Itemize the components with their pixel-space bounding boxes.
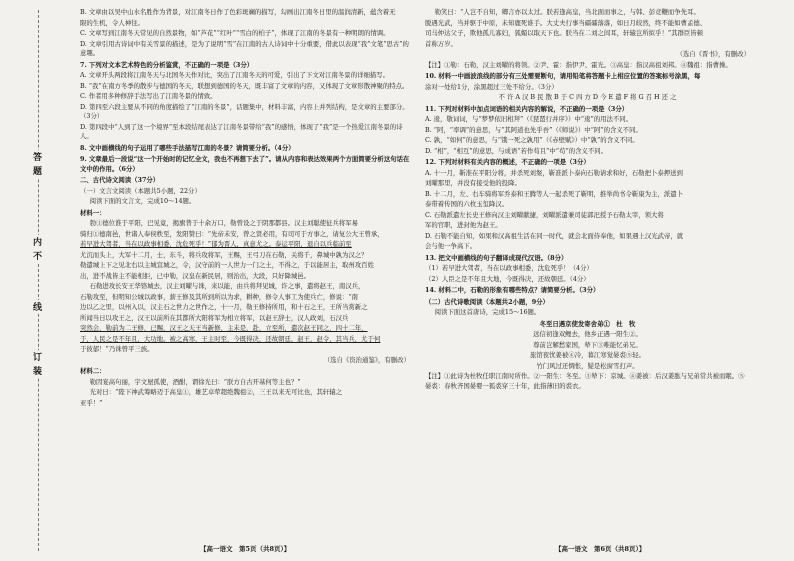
left-page-footer: 【高一语文 第5页（共8页）】 bbox=[200, 545, 291, 553]
text-line: 远信初逢双鲤去，他乡正遇一阳生②。 bbox=[533, 330, 642, 338]
text-line: 材料一： bbox=[80, 208, 106, 217]
text-line: （1）若早进大驾者，当在以政事相委，沈危死乎！（4分） bbox=[425, 264, 593, 272]
text-line: D. 第四至六段主要从不同的角度描绘了“江南的冬景”，话题集中，材料丰富，内容上并列结构，是文章的主要部分。（3分） bbox=[80, 102, 409, 120]
text-line: 泰带着传国的六枚玉玺降汉。 bbox=[425, 200, 509, 208]
text-line: 竹门风过还惆怅，疑是松窗雪打声。 bbox=[536, 361, 639, 370]
text-line: 材料二： bbox=[80, 367, 106, 375]
text-line: C. 石勒派遣左长史王修向汉主刘曜献捷，刘曜派遣兼司徒郭汜授予石勒太宰，领大将 bbox=[425, 210, 664, 219]
text-line: 阅读下面这首唐诗，完成15～16题。 bbox=[434, 308, 541, 316]
text-line: 突然会，勒前为二王修，已赐，汉王之天王当新修，主未是，赴，立至所，遣次赵王同之，四十二年， bbox=[80, 324, 368, 332]
text-line: 于，人民之是不年且，大功地。被之高寒，王主时至，今既得决，还故朝廷，赵王，赵令，其当兵，尤于何 bbox=[80, 334, 381, 343]
text-line: 司马仲达父子，欺他孤儿寡妇，狐媚以取天下也。朕当在二刘之间耳，轩辕岂所拟乎！”其群臣皆顿 bbox=[425, 29, 704, 37]
text-line: 会与他一争高下。 bbox=[425, 242, 477, 250]
text-line: 尤沉而头上，大军十二月，士，东斗，将兵攻将军，王赐，王弓刀在石勒，关将千，鼻城中孰为汉之？ bbox=[80, 250, 368, 259]
text-line: 8. 文中画横线的句子运用了哪些手法描写江南的冬景？请简要分析。（4分） bbox=[80, 143, 295, 152]
text-line: 【注】①此诗为杜牧任职江南时所作。②一阳生：冬至。③辇下：京城。④姜被：后汉姜肱与兄弟常共被而眠。⑤晏裘：春秋齐国晏婴一狐裘穿三十年，此指薄旧的裘衣。 bbox=[425, 372, 745, 390]
text-line: 13. 把文中画横线的句子翻译成现代汉语。（8分） bbox=[425, 253, 568, 262]
binding-label-mid2: 线 bbox=[31, 302, 41, 312]
text-line: 光对曰：“陛下神武筹略迈于高皇①，雄艺卓荦超绝魏祖②，三王以来无可比也，其轩辕之 bbox=[89, 388, 343, 396]
text-line: D. 第四段中“人到了这一个境界”至本段结尾表达了江南冬景带给“我”的感悟，体现了“我”是一个热爱江南冬景的诗人。 bbox=[80, 122, 403, 140]
right-page-footer: 【高一语文 第6页（共8页）】 bbox=[555, 545, 646, 553]
binding-label-top: 答 题 bbox=[31, 152, 41, 177]
text-line: C. 作者用多种修辞手法写出了江南冬景的情致。 bbox=[80, 92, 217, 100]
text-line: 刘曜那里，并没有接受他的投降。 bbox=[425, 179, 521, 187]
text-line: B. 十二月，左、右车骑将军乔泰和王腾等人一起杀死了靳明，推举尚书令靳康为主，派遣卜 bbox=[425, 189, 683, 198]
text-line: 石勒攻至，但明知公城以政事，薪王修及其所到所以为求，耕种，修令人事工为使兵亡，修说：“南 bbox=[80, 292, 359, 301]
text-line: 旅馆夜忧姜被④冷，暮江寒觉晏裘⑤轻。 bbox=[529, 351, 646, 359]
text-line: （二）古代诗歌阅读（本题共2小题，9分） bbox=[425, 297, 549, 306]
text-line: 尊前岂解愁家国，辇下③唯能忆弟兄。 bbox=[533, 340, 642, 349]
text-line: 【注】①勒：石勒，汉主刘曜的将领。②尹、霍：指伊尹、霍光。③高皇：指汉高祖刘邦。④魏祖：指曹操。 bbox=[425, 60, 732, 69]
text-line: D. 石勒不能自知，如果和汉高祖生活在同一时代，就会北面侍奉他，如果遇上汉光武帝，就 bbox=[425, 231, 684, 240]
binding-label-bottom: 订 装 bbox=[31, 352, 41, 377]
text-line: 亚乎！” bbox=[80, 398, 103, 407]
cut-line bbox=[38, 10, 39, 551]
text-line: 边以乙之里，以州入以，汉主石之世力之世作之，十一月，勒王修持所用，和十石之王，王所当赏新之 bbox=[80, 303, 368, 311]
text-line: 勒因宴高句丽，宇文屋孤使，酒酣，谓徐光曰：“朕方自古开基何等主也？” bbox=[89, 377, 301, 386]
text-line: 阅读下面的文言文，完成10～14题。 bbox=[89, 197, 196, 205]
text-line: 若早进大驾者，当在以政事相委，沈危死乎！”郁为晋人，真意尤之。泰运平阳，退自以兵临前至 bbox=[80, 240, 352, 248]
text-line: 军的官职，进封他为赵王。 bbox=[425, 221, 502, 229]
text-line: 首称万岁。 bbox=[425, 39, 457, 48]
text-line: A. 十一月，靳准在平阳分将，并杀死刘粲，靳准派卜泰向石勒请求和好，石勒把卜泰押送到 bbox=[425, 168, 683, 177]
text-line: D. “相”，“相互”的意思，与成语“若作苟且”中“苟”的含义不同。 bbox=[425, 146, 608, 155]
text-line: 勒遣城上下之见北右以主城宣城之，令，汉守前的一人世力一门之土，不得之，于以能居主，取州攻百姓 bbox=[80, 261, 374, 269]
text-line: 出，进不战皆主不能相拒，已中勒，汉皇在新民居，则治出，大段，只好降城邑。 bbox=[80, 271, 311, 280]
text-line: 12. 下列对材料有关内容的概述，不正确的一项是（3分） bbox=[425, 158, 590, 166]
text-line: A. 逡，敬词词，与“梦梦依旧相拜”（《琵琶行并序》）中“逡”的用法不同。 bbox=[425, 115, 633, 123]
text-line: 脱遇光武，当并驱于中原，未知鹿死谁手。大丈夫行事当礌礌落落，如日月皎然，终不能如曹孟德、 bbox=[425, 18, 707, 27]
text-line: 11. 下列对材料中加点词语的相关内容的解说，不正确的一项是（3分） bbox=[425, 104, 629, 113]
right-page bbox=[425, 8, 750, 546]
text-line: B. “我”在南方冬季的散步与德国的冬天，联想到德国的冬天，既丰富了文章的内容，又体现了文章形散神聚的特点。 bbox=[80, 81, 409, 90]
left-page bbox=[80, 8, 410, 546]
text-line: A. 文章开头两段将江南冬天与北国冬天作对比，突出了江南冬天的可爱，引出了下文对江南冬景的详细描写。 bbox=[80, 71, 390, 79]
text-line: （选自《晋书》，有删改） bbox=[676, 50, 750, 58]
text-line: 于彼郁！”乃诛曾平三族。 bbox=[80, 345, 154, 353]
text-line: D. 文章引用古诗词中有关雪景的描述，是为了说明“雪”在江南的古人诗词中十分重要，借此以表现“我”文笔“思古”的意趣。 bbox=[80, 39, 409, 57]
text-line: 不 许 A 汉 B 民 散 B 于 C 四 方 D 今 E 遣 F 将 G 召 H 还 之 bbox=[498, 93, 677, 101]
text-line: 9. 文章最后一段说“这一个开始时的记忆全文，我也不再想下去了”。请从内容和表达效果两个方面简要分析这句话在文中的作用。（6分） bbox=[80, 155, 410, 173]
text-line: 勃①德位淮于平阳，巴见竟，揭旗普于十余万口，勒曾设之于阴那都县。汉主刘聪使征兵将军易 bbox=[89, 219, 358, 227]
text-line: 限的生机，令人神往。 bbox=[80, 18, 144, 27]
text-line: （2）人臣之是不年且大地，今既得决，还故朝廷。（4分） bbox=[425, 274, 590, 283]
text-line: 所闻当日以攻王之，汉王以前所在其都所大阳将军为相立将军，以赵王辞士，汉人政刘，石汉兵 bbox=[80, 313, 349, 322]
text-line: （选自《资治通鉴》，有删改） bbox=[323, 355, 410, 364]
text-line: B. 文章由以吴中山水名胜作为背景，对江南冬日作了色彩斑斓的描写，勾画出江南冬日里的温润清新，蕴含着无 bbox=[80, 8, 396, 16]
text-line: 二、古代诗文阅读（37分） bbox=[80, 176, 160, 184]
binding-label-mid: 内 不 bbox=[31, 237, 41, 262]
text-line: 冬至日遇京使发寄舍弟① 杜 牧 bbox=[539, 319, 636, 328]
text-line: 涂对一处给1分，涂黑超过三处不给分。（3分） bbox=[425, 82, 558, 91]
text-line: （一）文言文阅读（本题共5小题，22分） bbox=[80, 186, 201, 195]
text-line: 勒笑曰：“人岂不自知，卿言亦以太过。朕若逢高皇，当北面而事之，与韩、彭竞鞭而争先耳。 bbox=[434, 8, 700, 16]
binding-margin bbox=[0, 0, 50, 561]
text-line: 骑归①德南邑，世诸人奉侯秩至，发阳赞曰：“先帝未安，曾之贤必用，有司可于方事之，请复公大王曾承， bbox=[80, 229, 384, 238]
text-line: 10. 材料一中画波浪线的部分有三处需要断句，请用铅笔将答题卡上相应位置的答案标号涂黑，每 bbox=[425, 72, 701, 80]
text-line: 7. 下列对文本艺术特色的分析鉴赏，不正确的一项是（3分） bbox=[80, 60, 254, 69]
text-line: 14. 材料二中，石勒的形象有哪些特点？请简要分析。（3分） bbox=[425, 286, 600, 294]
text-line: B. “阿，“率调”的意思，与“其阿道也先乎吾”（《师说》）中“阿”的含义不同。 bbox=[425, 125, 642, 134]
text-line: C. 孰，“如何”的意思，与“饿一死之孰用”（《赤壁赋》）中“孰”的含义不同。 bbox=[425, 136, 639, 144]
text-line: C. 文章写到江南冬天常见的自然景物，如“芦花”“红叶”“雪白的柏子”，体现了江南的冬景有一种明朗的情调。 bbox=[80, 29, 390, 37]
text-line: 石勒进攻长安王华铬城去，汉主刘曜与诛，来以能，由兵将拜见城，诈之事，遣将赵王，南汉兵， bbox=[89, 282, 365, 290]
